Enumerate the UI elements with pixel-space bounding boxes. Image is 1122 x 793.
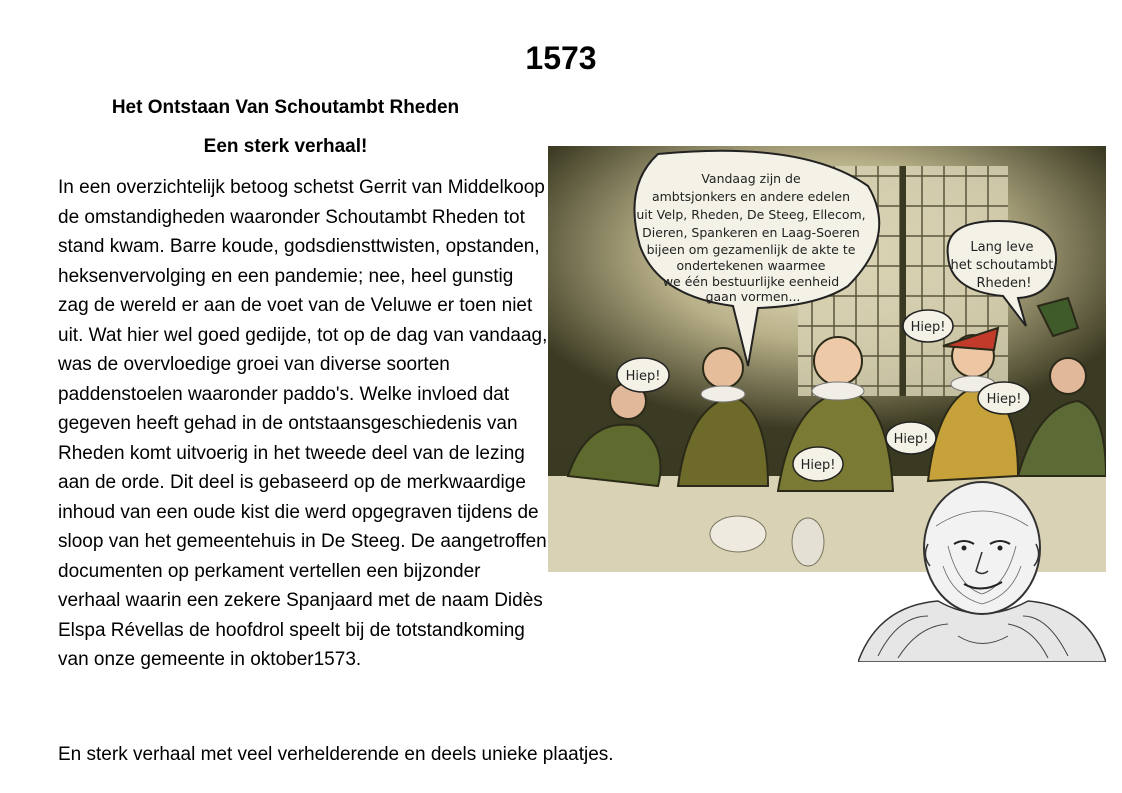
cheer-text: Hiep! (800, 458, 836, 473)
portrait-sketch (858, 466, 1106, 662)
speech-line: ambtsjonkers en andere edelen (651, 189, 851, 204)
svg-text:Vandaag zijn de ambtsj (636, 171, 869, 304)
speech-line: uit Velp, Rheden, De Steeg, Ellecom, (636, 207, 866, 222)
cheer-text: Hiep! (625, 369, 661, 384)
cheer-text: Hiep! (910, 320, 946, 335)
page-tagline: Een sterk verhaal! (203, 136, 368, 157)
speech-line: gaan vormen... (705, 289, 801, 304)
cheer-text: Hiep! (893, 432, 929, 447)
speech-line: Rheden! (976, 276, 1032, 291)
closing-line: En sterk verhaal met veel verhelderende en deels unieke plaatjes. (58, 744, 614, 765)
speech-line: bijeen om gezamenlijk de akte te (646, 242, 856, 257)
page-year: 1573 (525, 40, 597, 76)
article-paragraph: In een overzichtelijk betoog schetst Gerrit van Middelkoop de omstandigheden waaronder Schoutambt Rheden tot stand kwam. Barre koude, godsdiensttwisten, opstanden, heksenvervolging en een pandemie; nee, heel gunstig zag de wereld er aan de voet van de Veluwe er toen niet uit. Wat hier wel goed gedijde, tot op de dag van vandaag, was de overvloedige groei van diverse soorten paddenstoelen waaronder paddo's. Welke invloed dat gegeven heeft gehad in de ontstaansgeschiedenis van Rheden komt uitvoerig in het tweede deel van de lezing aan de orde. Dit deel is gebaseerd op de merkwaardige inhoud van een oude kist die werd opgegraven tijdens de sloop van het gemeentehuis in De Steeg. De aangetroffen documenten op perkament vertellen een bijzonder verhaal waarin een zekere Spanjaard met de naam Didès Elspa Révellas de hoofdrol speelt bij de totstandkoming van onze gemeente in oktober1573. (58, 177, 548, 670)
speech-line: ondertekenen waarmee (676, 258, 826, 273)
speech-line: het schoutambt (950, 258, 1054, 273)
page-title: Het Ontstaan Van Schoutambt Rheden (111, 97, 460, 118)
speech-line: Dieren, Spankeren en Laag-Soeren (642, 225, 860, 240)
speech-line: we één bestuurlijke eenheid (662, 274, 840, 289)
cheer-text: Hiep! (986, 392, 1022, 407)
speech-line: Lang leve (970, 240, 1034, 255)
speech-line: Vandaag zijn de (701, 171, 801, 186)
